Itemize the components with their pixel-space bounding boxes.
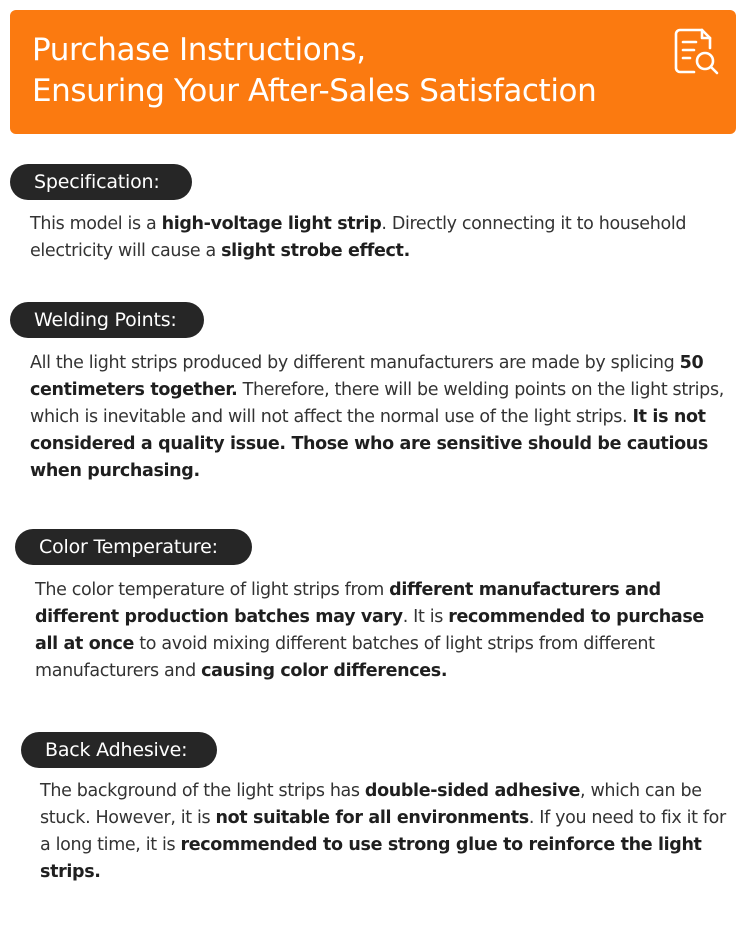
body-text: . If you need to fix it for a long time, it is <box>40 808 726 855</box>
emphasis-text: causing color differences. <box>201 661 448 681</box>
emphasis-text: 50 centimeters together. <box>30 353 704 400</box>
section-label: Color Temperature: <box>15 529 252 565</box>
body-text: The background of the light strips has <box>40 781 365 801</box>
section-label: Specification: <box>10 164 192 200</box>
section-text <box>35 577 730 685</box>
section-text <box>30 211 730 265</box>
body-text: This model is a <box>30 214 162 234</box>
emphasis-text: recommended to use strong glue to reinforce the light strips. <box>40 835 702 882</box>
body-text: The color temperature of light strips from <box>35 580 390 600</box>
emphasis-text: high-voltage light strip <box>161 214 382 234</box>
emphasis-text: recommended to purchase all at once <box>35 607 704 654</box>
section-label: Welding Points: <box>10 302 204 338</box>
body-text: All the light strips produced by different manufacturers are made by splicing <box>30 353 680 373</box>
section-text <box>30 350 730 485</box>
body-text: . Directly connecting it to household electricity will cause a <box>30 214 687 261</box>
page-title <box>32 30 596 112</box>
emphasis-text: It is not considered a quality issue. Those who are sensitive should be cautious when purchasing. <box>30 407 708 481</box>
body-text: to avoid mixing different batches of light strips from different manufacturers and <box>35 634 655 681</box>
emphasis-text: different manufacturers and different production batches may vary <box>35 580 661 627</box>
emphasis-text: not suitable for all environments <box>215 808 529 828</box>
section-label: Back Adhesive: <box>21 732 217 768</box>
emphasis-text: double-sided adhesive <box>364 781 581 801</box>
emphasis-text: slight strobe effect. <box>221 241 410 261</box>
header-banner <box>10 10 736 134</box>
title-line-2: Ensuring Your After-Sales Satisfaction <box>32 73 597 109</box>
section-text <box>40 778 730 886</box>
body-text: , which can be stuck. However, it is <box>40 781 702 828</box>
title-line-1: Purchase Instructions, <box>32 32 366 68</box>
document-search-icon <box>672 26 720 78</box>
body-text: . It is <box>402 607 449 627</box>
body-text: Therefore, there will be welding points on the light strips, which is inevitable and will not affect the normal use of the light strips. <box>30 380 724 427</box>
